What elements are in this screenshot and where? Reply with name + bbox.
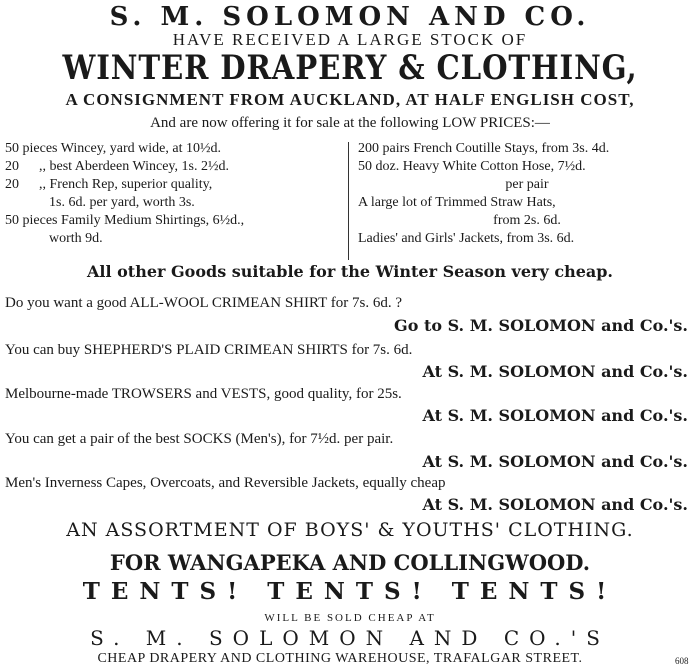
warehouse-address-line: CHEAP DRAPERY AND CLOTHING WAREHOUSE, TRAFALGAR STREET.: [97, 651, 583, 666]
ad-code: 608: [675, 656, 689, 666]
offer-question: Melbourne-made TROWSERS and VESTS, good quality, for 25s.: [5, 386, 402, 402]
price-item: 50 doz. Heavy White Cotton Hose, 7½d.: [358, 159, 586, 174]
offer-answer: At S. M. SOLOMON and Co.'s.: [422, 406, 688, 425]
price-item-continuation: 1s. 6d. per yard, worth 3s.: [49, 195, 195, 210]
tents-line: TENTS! TENTS! TENTS!: [82, 578, 618, 605]
price-list-right: [358, 140, 696, 248]
winter-drapery-headline: WINTER DRAPERY & CLOTHING,: [62, 48, 638, 88]
offer-question: Do you want a good ALL-WOOL CRIMEAN SHIRT for 7s. 6d. ?: [5, 295, 402, 311]
price-item: 200 pairs French Coutille Stays, from 3s. 4d.: [358, 141, 610, 156]
price-item-quantity: 20: [5, 177, 19, 192]
price-item-text: ,, French Rep, superior quality,: [39, 177, 213, 192]
price-item: Ladies' and Girls' Jackets, from 3s. 6d.: [358, 231, 575, 246]
boys-youths-clothing-line: AN ASSORTMENT OF BOYS' & YOUTHS' CLOTHING.: [66, 519, 634, 541]
price-item: [5, 176, 345, 194]
offer-answer: At S. M. SOLOMON and Co.'s.: [422, 362, 688, 381]
column-divider: [348, 142, 349, 260]
price-item: A large lot of Trimmed Straw Hats,: [358, 195, 556, 210]
price-item-text: ,, best Aberdeen Wincey, 1s. 2½d.: [39, 159, 229, 174]
offering-line: And are now offering it for sale at the following LOW PRICES:—: [150, 115, 550, 131]
all-other-goods-line: All other Goods suitable for the Winter Season very cheap.: [86, 262, 613, 281]
price-item-continuation: worth 9d.: [49, 231, 103, 246]
consignment-line: A CONSIGNMENT FROM AUCKLAND, AT HALF ENGLISH COST,: [65, 90, 635, 109]
price-item: [5, 158, 345, 176]
offer-question: Men's Inverness Capes, Overcoats, and Reversible Jackets, equally cheap: [5, 475, 446, 491]
offer-answer: At S. M. SOLOMON and Co.'s.: [422, 452, 688, 471]
price-item: [5, 212, 345, 230]
price-list-left: [5, 140, 345, 248]
price-item-continuation: from 2s. 6d.: [493, 213, 561, 228]
offer-answer: At S. M. SOLOMON and Co.'s.: [422, 495, 688, 514]
price-item-text: 50 pieces Family Medium Shirtings, 6½d.,: [5, 213, 245, 228]
footer-firm-name: S. M. SOLOMON AND CO.'S: [90, 626, 610, 650]
price-item: [5, 140, 345, 158]
offer-question: You can get a pair of the best SOCKS (Men's), for 7½d. per pair.: [5, 431, 394, 447]
received-stock-line: HAVE RECEIVED A LARGE STOCK OF: [172, 30, 528, 49]
price-item-continuation: per pair: [505, 177, 549, 192]
offer-question: You can buy SHEPHERD'S PLAID CRIMEAN SHIRTS for 7s. 6d.: [5, 342, 413, 358]
price-item-text: 50 pieces Wincey, yard wide, at 10½d.: [5, 141, 221, 156]
offer-answer: Go to S. M. SOLOMON and Co.'s.: [394, 316, 688, 335]
wangapeka-collingwood-line: FOR WANGAPEKA AND COLLINGWOOD.: [109, 550, 591, 575]
sold-cheap-line: WILL BE SOLD CHEAP AT: [264, 612, 436, 624]
firm-name-heading: S. M. SOLOMON AND CO.: [109, 2, 591, 32]
price-item-quantity: 20: [5, 159, 19, 174]
